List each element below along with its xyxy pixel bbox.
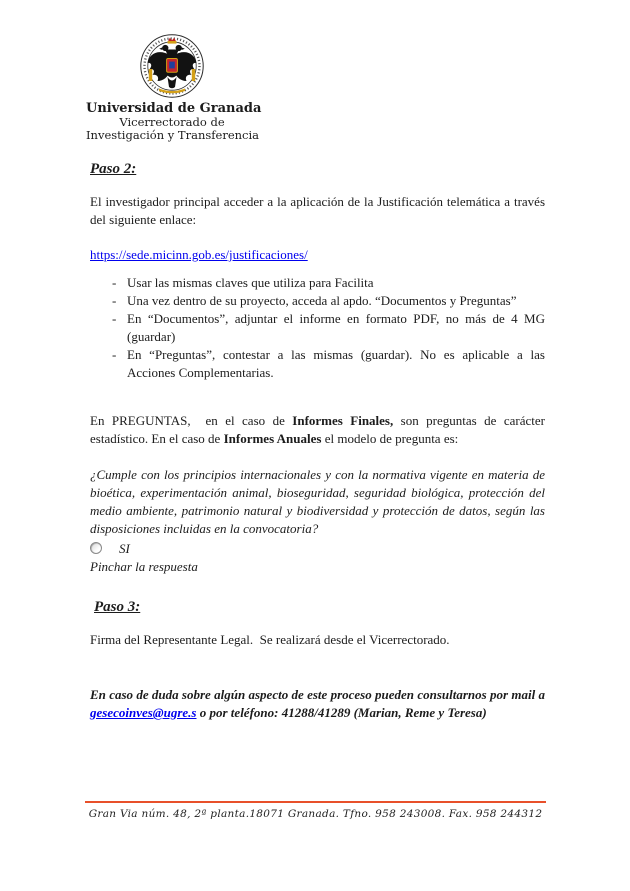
footer-address: Gran Via núm. 48, 2ª planta.18071 Granada. Tfno. 958 243008. Fax. 958 244312: [88, 808, 543, 820]
justificaciones-link-line: [90, 246, 545, 264]
contact-email-link[interactable]: gesecoinves@ugre.s: [90, 705, 197, 720]
university-seal-icon: [137, 33, 207, 99]
model-question: ¿Cumple con los principios internacionales y con la normativa vigente en materia de bioética, experimentación animal, bioseguridad, seguridad biológica, protección del medio ambiente, patrimonio natural y biodiversidad y protección de datos, según las disposiciones incluidas en la convocatoria?: [90, 467, 545, 536]
answer-option-row: [90, 540, 545, 558]
page-footer: [85, 801, 546, 820]
contact-text: o por teléfono: 41288/41289 (Marian, Reme y Teresa): [196, 705, 487, 720]
paso2-intro: El investigador principal acceder a la aplicación de la Justificación telemática a través del siguiente enlace:: [90, 194, 545, 227]
list-item: - En “Documentos”, adjuntar el informe en formato PDF, no más de 4 MG (guardar): [110, 310, 545, 346]
university-name: Universidad de Granada: [86, 101, 262, 116]
document-header: [86, 0, 262, 142]
preguntas-text: el modelo de pregunta es:: [321, 431, 459, 446]
document-body: [0, 142, 630, 722]
pinchar-instruction: Pinchar la respuesta: [90, 559, 198, 574]
preguntas-text: En PREGUNTAS, en el caso de: [90, 413, 293, 428]
list-item: - Usar las mismas claves que utiliza para Facilita: [110, 274, 545, 292]
list-item: - En “Preguntas”, contestar a las mismas (guardar). No es aplicable a las Acciones Complementarias.: [110, 346, 545, 382]
paso2-bullet-list: [90, 274, 545, 382]
paso3-body: Firma del Representante Legal. Se realizará desde el Vicerrectorado.: [90, 632, 450, 647]
contact-text: En caso de duda sobre algún aspecto de este proceso pueden consultarnos por mail a: [90, 687, 545, 702]
paso3-heading: Paso 3:: [94, 599, 141, 615]
justificaciones-link[interactable]: https://sede.micinn.gob.es/justificaciones/: [90, 247, 308, 262]
radio-label-si: SI: [119, 541, 130, 556]
paso2-heading: Paso 2:: [90, 161, 137, 177]
radio-button-si[interactable]: [90, 542, 102, 554]
informes-anuales-bold: Informes Anuales: [223, 431, 322, 446]
informes-finales-bold: Informes Finales,: [292, 413, 394, 428]
contact-note: [90, 686, 545, 722]
preguntas-text: son preguntas de carácter estadístico. En el caso de: [90, 413, 545, 446]
preguntas-paragraph: [90, 412, 545, 448]
department-line1: Vicerrectorado de: [119, 115, 225, 129]
list-item: - Una vez dentro de su proyecto, acceda al apdo. “Documentos y Preguntas”: [110, 292, 545, 310]
department-line2: Investigación y Transferencia: [86, 128, 260, 142]
